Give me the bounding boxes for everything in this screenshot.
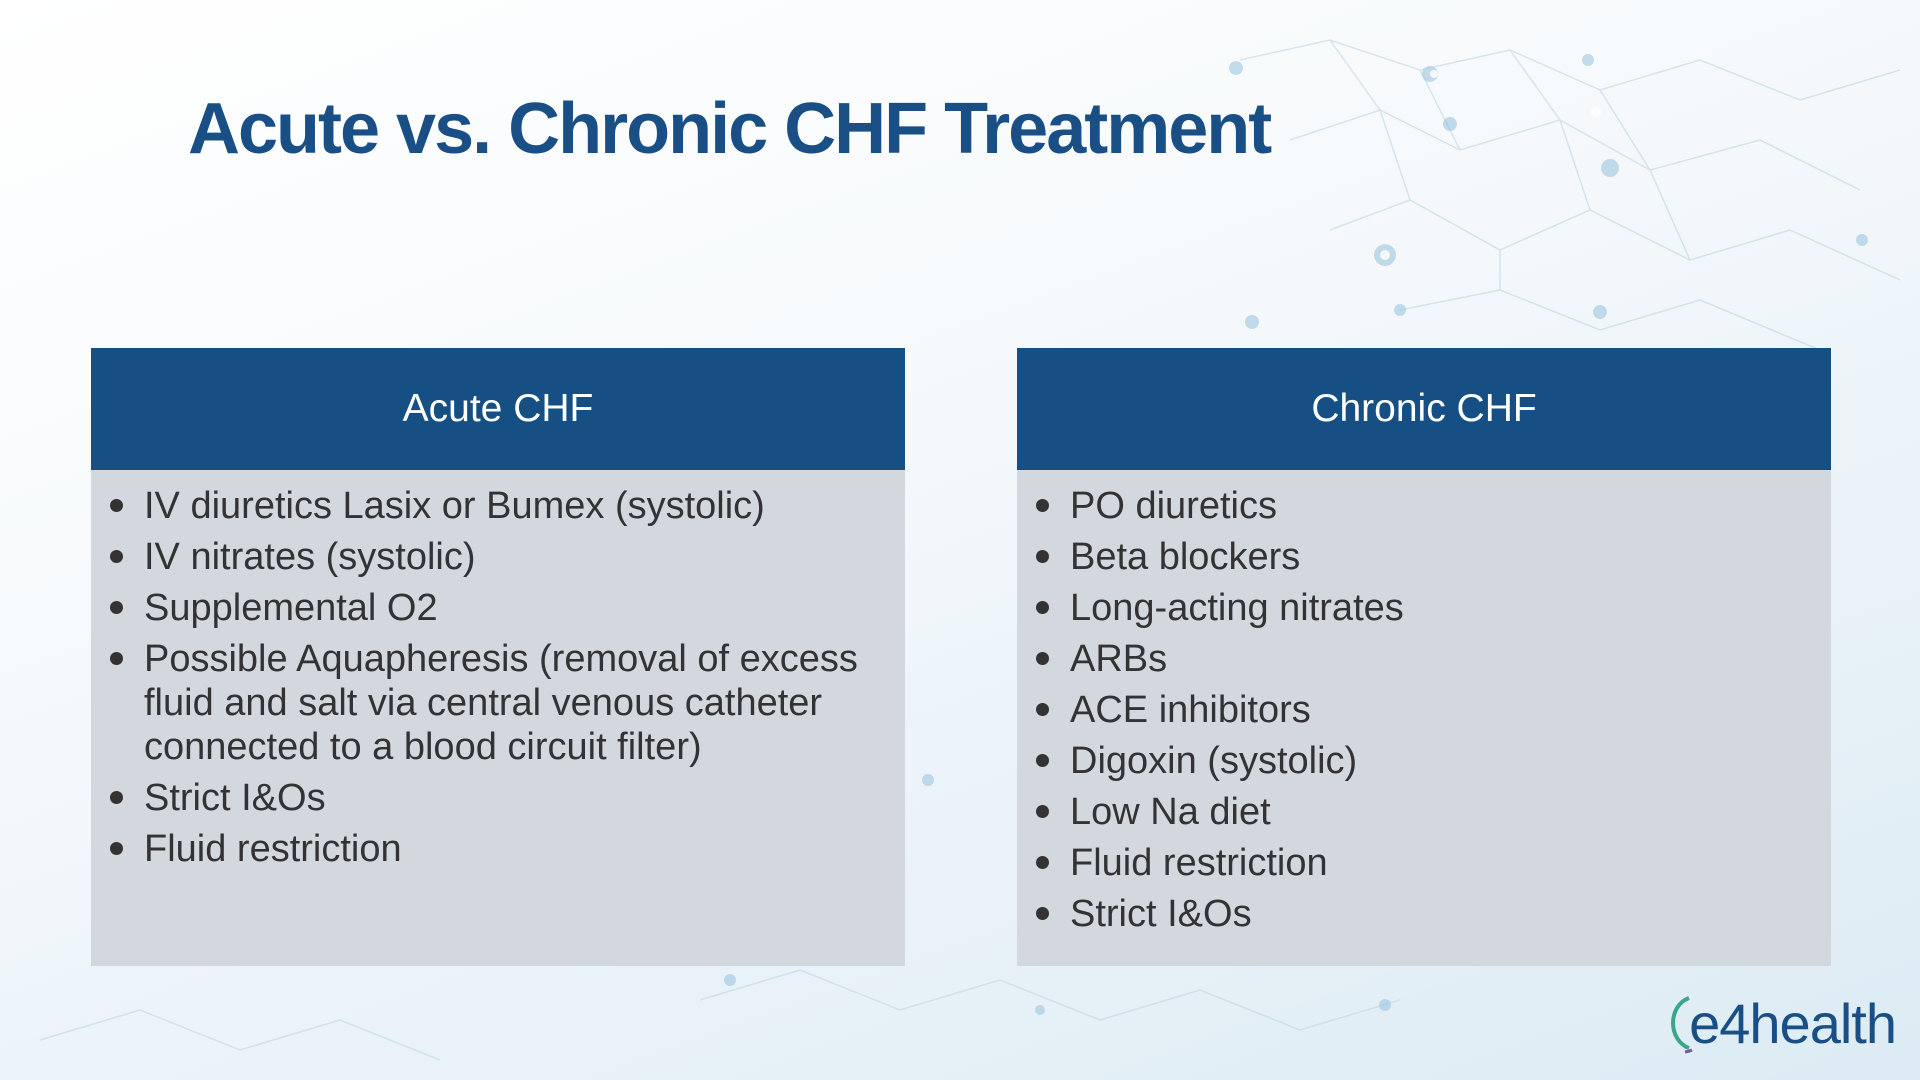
e4health-logo (1665, 990, 1896, 1056)
chronic-chf-header (1017, 348, 1831, 470)
list-item (1070, 841, 1811, 885)
list-item-text: PO diuretics (1070, 485, 1277, 527)
list-item-text: Beta blockers (1070, 536, 1301, 578)
list-item (1070, 484, 1811, 528)
list-item (144, 776, 885, 820)
bullet-icon (1036, 754, 1049, 767)
list-item-text: Digoxin (systolic) (1070, 740, 1358, 782)
list-item-text: Possible Aquapheresis (removal of excess fluid and salt via central venous catheter connected to a blood circuit filter) (144, 638, 858, 768)
list-item-text: Supplemental O2 (144, 587, 438, 629)
bullet-icon (110, 601, 123, 614)
list-item (1070, 586, 1811, 630)
list-item (1070, 892, 1811, 936)
list-item-text: Long-acting nitrates (1070, 587, 1404, 629)
list-item (1070, 688, 1811, 732)
acute-chf-heading: Acute CHF (402, 387, 594, 430)
list-item (144, 586, 885, 630)
bullet-icon (1036, 907, 1049, 920)
list-item-text: ACE inhibitors (1070, 689, 1311, 731)
list-item-text: Strict I&Os (144, 777, 326, 819)
list-item (144, 484, 885, 528)
bullet-icon (110, 652, 123, 665)
bullet-icon (1036, 805, 1049, 818)
list-item (1070, 535, 1811, 579)
list-item (144, 637, 885, 769)
list-item-text: IV diuretics Lasix or Bumex (systolic) (144, 485, 765, 527)
acute-chf-panel (91, 348, 905, 966)
bullet-icon (110, 791, 123, 804)
bullet-icon (1036, 856, 1049, 869)
bullet-icon (110, 842, 123, 855)
list-item (144, 535, 885, 579)
list-item (1070, 637, 1811, 681)
bullet-icon (1036, 601, 1049, 614)
logo-text: e4health (1689, 991, 1896, 1055)
list-item (1070, 790, 1811, 834)
bullet-icon (1036, 703, 1049, 716)
bullet-icon (1036, 652, 1049, 665)
bullet-icon (110, 499, 123, 512)
list-item (1070, 739, 1811, 783)
chronic-chf-heading: Chronic CHF (1311, 387, 1537, 430)
chronic-chf-list (1017, 470, 1831, 936)
acute-chf-list (91, 470, 905, 871)
list-item (144, 827, 885, 871)
chronic-chf-panel (1017, 348, 1831, 966)
list-item-text: Fluid restriction (1070, 842, 1328, 884)
bullet-icon (1036, 550, 1049, 563)
list-item-text: Strict I&Os (1070, 893, 1252, 935)
bullet-icon (110, 550, 123, 563)
acute-chf-header (91, 348, 905, 470)
list-item-text: ARBs (1070, 638, 1168, 680)
list-item-text: Low Na diet (1070, 791, 1271, 833)
list-item-text: IV nitrates (systolic) (144, 536, 476, 578)
bullet-icon (1036, 499, 1049, 512)
slide-title: Acute vs. Chronic CHF Treatment (188, 89, 1271, 169)
list-item-text: Fluid restriction (144, 828, 402, 870)
